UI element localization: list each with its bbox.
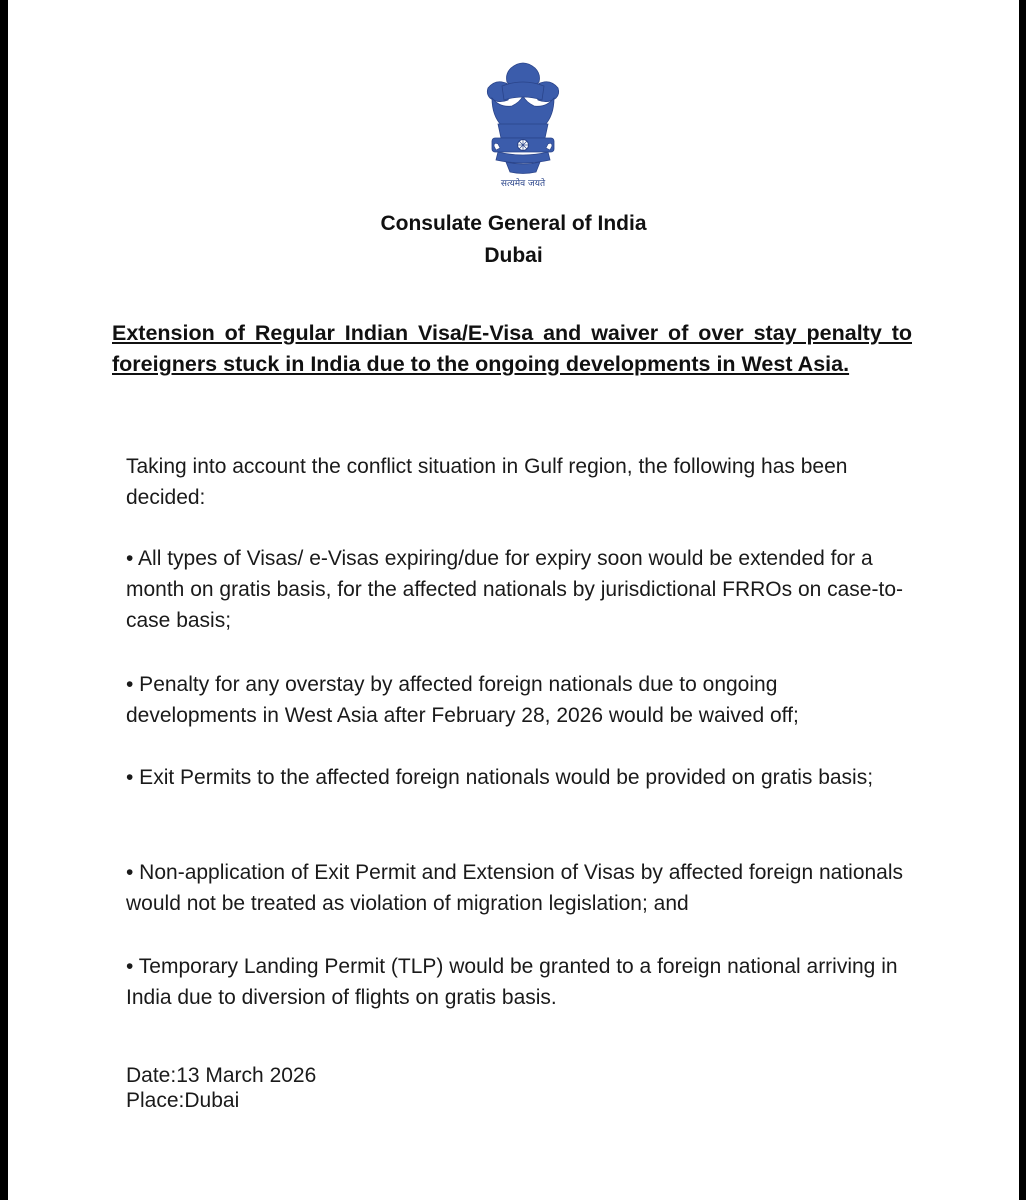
bullet-item: • Exit Permits to the affected foreign nationals would be provided on gratis basis;	[126, 766, 874, 789]
bullet-item: • Temporary Landing Permit (TLP) would be granted to a foreign national arriving in India due to diversion of flights on gratis basis.	[126, 955, 898, 1009]
issuer-title: Consulate General of India	[380, 212, 647, 235]
intro-paragraph: Taking into account the conflict situation in Gulf region, the following has been decided:	[126, 455, 848, 509]
emblem-motto: सत्यमेव जयते	[500, 179, 546, 189]
issuer-location: Dubai	[484, 244, 543, 267]
bullet-item: • Non-application of Exit Permit and Extension of Visas by affected foreign nationals would not be treated as violation of migration legislation; and	[126, 861, 904, 915]
document-page	[8, 0, 1019, 1200]
national-emblem-icon	[468, 58, 578, 194]
notice-date: Date:13 March 2026	[126, 1064, 317, 1087]
notice-place: Place:Dubai	[126, 1089, 240, 1112]
bullet-item: • All types of Visas/ e-Visas expiring/due for expiry soon would be extended for a month on gratis basis, for the affected nationals by jurisdictional FRROs on case-to-case basis;	[126, 547, 903, 632]
notice-subject: Extension of Regular Indian Visa/E-Visa and waiver of over stay penalty to foreigners stuck in India due to the ongoing developments in West Asia.	[112, 321, 912, 376]
bullet-item: • Penalty for any overstay by affected foreign nationals due to ongoing developments in West Asia after February 28, 2026 would be waived off;	[126, 673, 799, 727]
